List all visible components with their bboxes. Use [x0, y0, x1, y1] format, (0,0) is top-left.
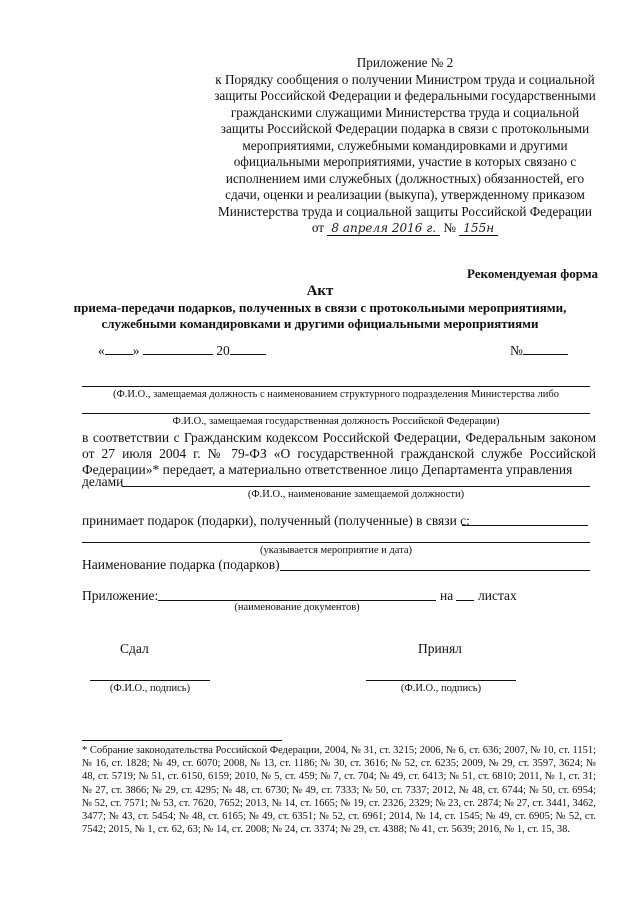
annex-number-handwritten: 155н	[459, 221, 498, 236]
transfer-paragraph: в соответствии с Гражданским кодексом Российской Федерации, Федеральным законом от 27 июля 2004 г. № 79-ФЗ «О государственной гражданской службе Российской Федерации»* передает, а материально ответственное лицо Департамента управления	[82, 430, 596, 477]
annex-line: защиты Российской Федерации подарка в связи с протокольными	[220, 121, 590, 136]
act-number-sign: №	[510, 343, 523, 358]
annex-line: к Порядку сообщения о получении Министром труда и социальной	[215, 71, 595, 87]
footnote-separator	[82, 740, 282, 741]
annex-line: Приложение № 2	[356, 55, 454, 70]
subtitle-line-2: служебными командировками и другими официальными мероприятиями	[101, 316, 539, 331]
annex-line: Министерства труда и социальной защиты Российской Федерации	[218, 203, 592, 219]
annex-header	[205, 55, 605, 237]
annex-line: гражданскими служащими Министерства труда и социальной	[230, 104, 580, 120]
gift-name-blank	[280, 570, 590, 571]
person1-caption-b: Ф.И.О., замещаемая государственная должность Российской Федерации)	[172, 416, 500, 427]
recommended-form-label: Рекомендуемая форма	[466, 266, 598, 281]
attachment-label: Приложение:	[82, 588, 159, 603]
docs-caption: (наименование документов)	[234, 602, 360, 613]
footnote: * Собрание законодательства Российской Федерации, 2004, № 31, ст. 3215; 2006, № 6, ст. 636; 2007, № 10, ст. 1151; № 16, ст. 1828; № 49, ст. 6070; 2008, № 13, ст. 1186; № 30, ст. 3616; № 52, ст. 6235; 2009, № 29, ст. 3597, 3624; № 48, ст. 5719; № 51, ст. 6150, 6159; 2010, № 5, ст. 459; № 7, ст. 704; № 49, ст. 6413; № 51, ст. 6810; 2011, № 1, ст. 31; № 27, ст. 3866; № 29, ст. 4295; № 48, ст. 6730; № 49, ст. 7333; № 50, ст. 7337; 2012, № 48, ст. 6744; № 50, ст. 6954; № 52, ст. 7571; № 53, ст. 7620, 7652; 2013, № 14, ст. 1665; № 19, ст. 2326, 2329; № 23, ст. 2874; № 27, ст. 3441, 3462, 3477; № 43, ст. 5454; № 48, ст. 6165; № 49, ст. 6351; № 52, ст. 6961; 2014, № 14, ст. 1545; № 49, ст. 6905; № 52, ст. 7542; 2015, № 1, ст. 62, 63; № 14, ст. 2008; № 24, ст. 3374; № 29, ст. 4388; № 41, ст. 5639; 2016, № 1, ст. 15, 38.	[82, 745, 596, 836]
document-subtitle	[0, 300, 640, 332]
person1-blank	[82, 386, 590, 387]
annex-date-prefix: от	[311, 220, 325, 235]
month-blank	[143, 342, 213, 355]
attachment-blank	[158, 600, 436, 601]
act-number-blank	[523, 342, 568, 355]
annex-line: сдачи, оценки и реализации (выкупа), утвержденному приказом	[225, 187, 585, 202]
quote-close: »	[132, 343, 140, 358]
on-label: на	[440, 588, 454, 603]
gift-name-label: Наименование подарка (подарков)	[82, 557, 280, 572]
person2-blank	[122, 486, 590, 487]
event-blank-2	[82, 542, 590, 543]
annex-line: исполнением ими служебных (должностных) обязанностей, его	[225, 170, 585, 186]
sheets-label: листах	[478, 588, 517, 603]
day-blank	[105, 342, 133, 355]
annex-line: мероприятиями, служебными командировками и другими	[242, 137, 568, 153]
annex-line: официальными мероприятиями, участие в которых связано с	[233, 154, 577, 169]
accepts-text: принимает подарок (подарки), полученный (полученные) в связи с:	[82, 513, 470, 528]
annex-line: защиты Российской Федерации и федеральными государственными	[214, 88, 596, 103]
sheets-count-blank	[456, 600, 474, 601]
accepted-label: Принял	[418, 641, 462, 656]
person1-caption-a: (Ф.И.О., замещаемая должность с наименованием структурного подразделения Министерства либо	[112, 389, 559, 400]
annex-date-line	[205, 220, 605, 237]
act-number-field	[510, 342, 568, 359]
annex-date-handwritten: 8 апреля 2016 г.	[327, 221, 440, 236]
sign-left-blank	[90, 680, 210, 681]
annex-number-prefix: №	[443, 220, 456, 235]
year-blank	[230, 342, 266, 355]
year-prefix: 20	[216, 343, 230, 358]
sign-right-blank	[366, 680, 516, 681]
event-blank-1	[462, 525, 588, 526]
sign-right-caption: (Ф.И.О., подпись)	[400, 683, 482, 694]
paragraph-end: делами	[82, 474, 124, 489]
subtitle-line-1: приема-передачи подарков, полученных в связи с протокольными мероприятиями,	[73, 300, 567, 315]
person2-caption: (Ф.И.О., наименование замещаемой должности)	[247, 489, 465, 500]
handed-label: Сдал	[120, 641, 149, 656]
document-title: Акт	[306, 283, 334, 299]
event-caption: (указывается мероприятие и дата)	[260, 545, 412, 556]
sign-left-caption: (Ф.И.О., подпись)	[109, 683, 191, 694]
quote-open: «	[98, 343, 105, 358]
person1-blank-2	[82, 413, 590, 414]
date-field	[98, 342, 266, 359]
